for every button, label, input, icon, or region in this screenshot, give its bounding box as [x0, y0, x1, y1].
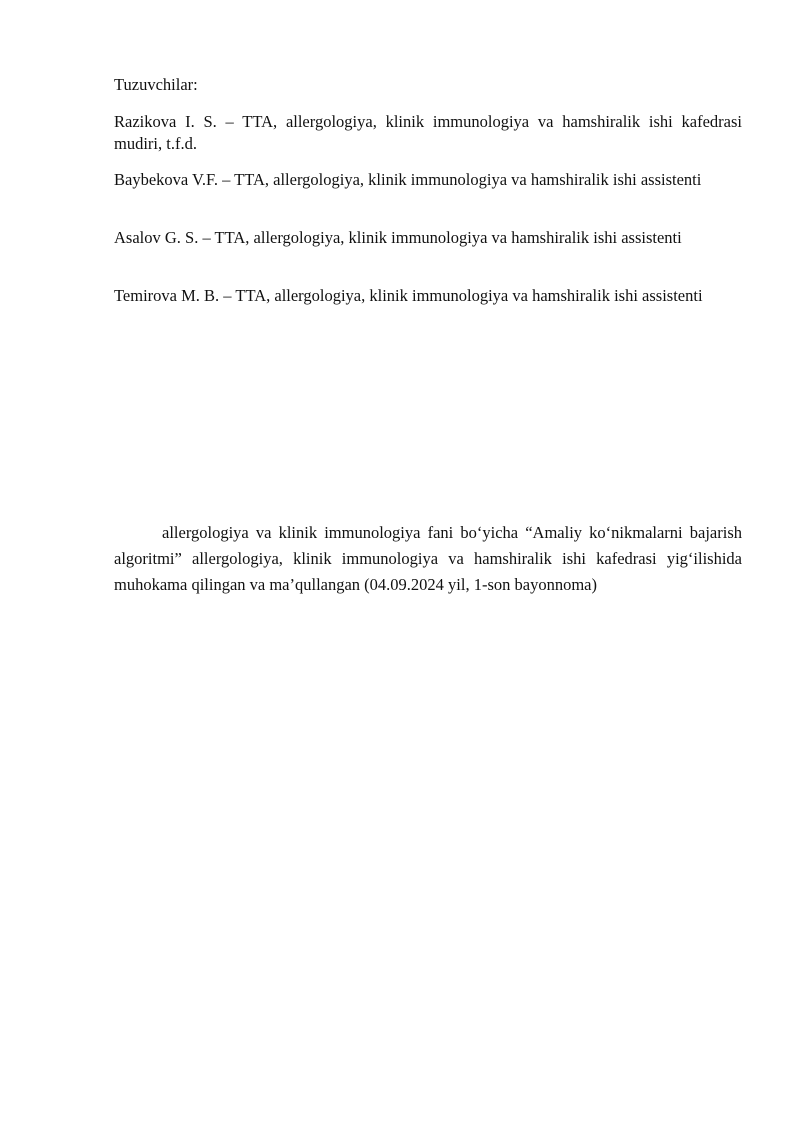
- authors-heading: Tuzuvchilar:: [114, 75, 198, 94]
- approval-paragraph: allergologiya va klinik immunologiya fani bo‘yicha “Amaliy ko‘nikmalarni bajarish algoritmi” allergologiya, klinik immunologiya va hamshiralik ishi kafedrasi yig‘ilishida muhokama qilingan va ma’qullangan (04.09.2024 yil, 1-son bayonnoma): [114, 523, 742, 594]
- author-entry: Baybekova V.F. – TTA, allergologiya, klinik immunologiya va hamshiralik ishi assistenti: [114, 170, 702, 189]
- author-entry: Razikova I. S. – TTA, allergologiya, klinik immunologiya va hamshiralik ishi kafedrasi mudiri, t.f.d.: [114, 112, 742, 153]
- document-page: [114, 0, 742, 1131]
- author-entry: Temirova M. B. – TTA, allergologiya, klinik immunologiya va hamshiralik ishi assistenti: [114, 286, 703, 305]
- author-entry: Asalov G. S. – TTA, allergologiya, klinik immunologiya va hamshiralik ishi assistenti: [114, 228, 682, 247]
